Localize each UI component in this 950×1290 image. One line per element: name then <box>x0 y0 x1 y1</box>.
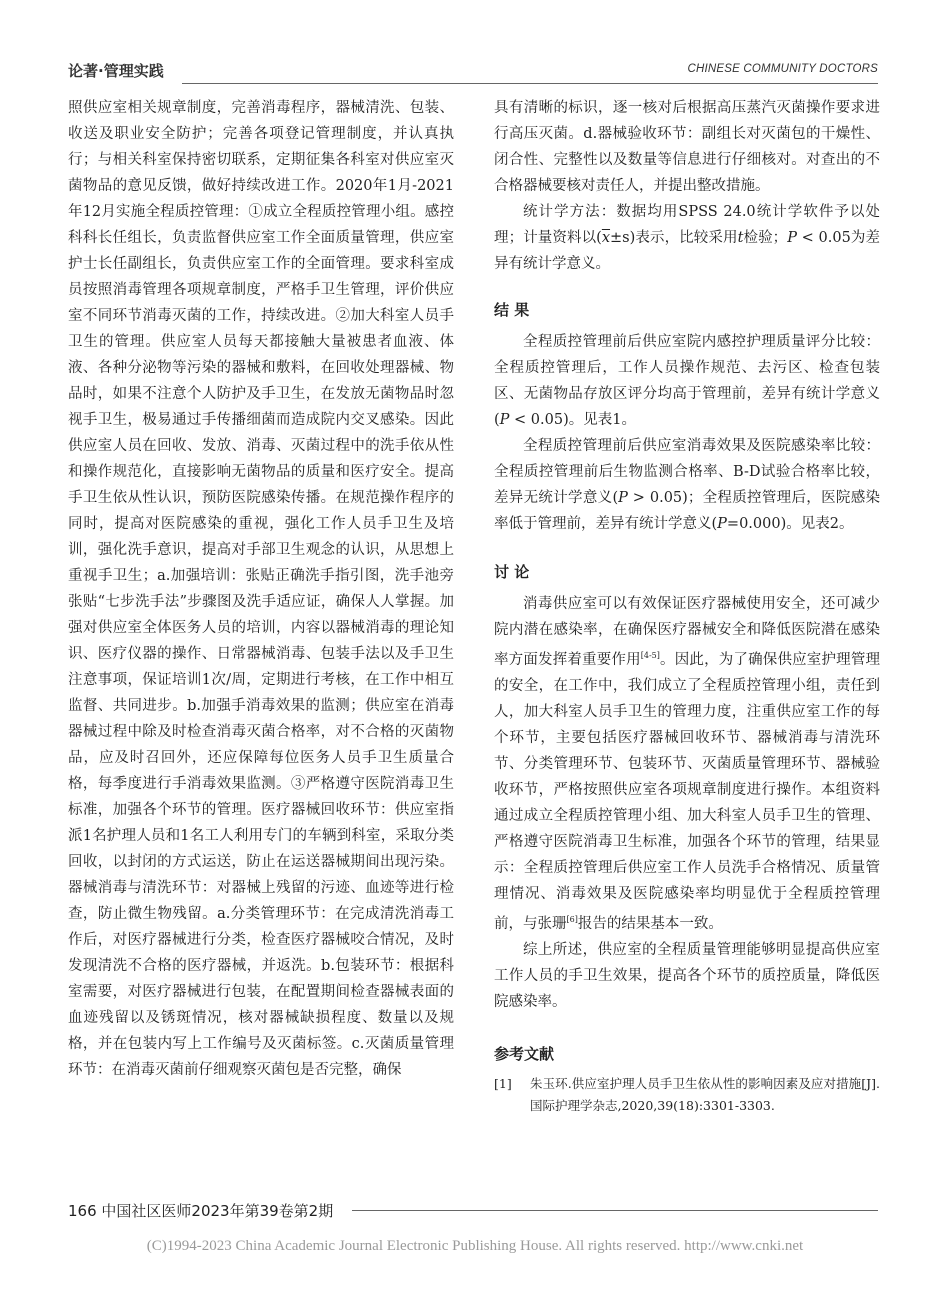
x-bar: $\overline{x}$ <box>601 230 611 246</box>
citation: [6] <box>566 914 578 924</box>
header-rule <box>182 83 878 84</box>
left-column <box>68 95 454 1187</box>
methods-continuation: 具有清晰的标识，逐一核对后根据高压蒸汽灭菌操作要求进行高压灭菌。d.器械验收环节：副组长对灭菌包的干燥性、闭合性、完整性以及数量等信息进行仔细核对。对查出的不合格器械要核对责任人，并提出整改措施。 <box>494 100 880 194</box>
stats-paragraph: 统计学方法：数据均用SPSS 24.0统计学软件予以处理；计量资料以$(\overline{x}\pm s)$表示，比较采用t检验；P < 0.05为差异有统计学意义。 <box>494 204 880 272</box>
discussion-heading: 讨 论 <box>494 563 530 581</box>
references-heading: 参考文献 <box>494 1044 555 1063</box>
results-paragraph-2: 全程质控管理前后供应室消毒效果及医院感染率比较：全程质控管理前后生物监测合格率、B-D试验合格率比较，差异无统计学意义(P > 0.05)；全程质控管理后，医院感染率低于管理前，差异有统计学意义(P=0.000)。见表2。 <box>494 438 881 532</box>
results-heading: 结 果 <box>494 301 530 319</box>
citation: [4-5] <box>640 651 660 660</box>
reference-number: [1] <box>494 1075 512 1091</box>
page-footer: 166 中国社区医师2023年第39卷第2期 <box>68 1202 334 1220</box>
copyright-notice: (C)1994-2023 China Academic Journal Electronic Publishing House. All rights reserved. http://www.cnki.net <box>146 1238 804 1254</box>
right-column <box>494 95 880 1117</box>
discussion-paragraph-1: 消毒供应室可以有效保证医疗器械使用安全，还可减少院内潜在感染率，在确保医疗器械安全和降低医院潜在感染率方面发挥着重要作用[4-5]。因此，为了确保供应室护理管理的安全，在工作中，我们成立了全程质控管理小组，责任到人，加大科室人员手卫生的管理力度，注重供应室工作的每个环节，主要包括医疗器械回收环节、器械消毒与清洗环节、分类管理环节、包装环节、灭菌质量管理环节、器械验收环节，严格按照供应室各项规章制度进行操作。本组资料通过成立全程质控管理小组、加大科室人员手卫生的管理、严格遵守医院消毒卫生标准，加强各个环节的管理，结果显示：全程质控管理后供应室工作人员洗手合格情况、质量管理情况、消毒效果及医院感染率均明显优于全程质控管理前，与张珊[6]报告的结果基本一致。 <box>494 596 880 932</box>
discussion-paragraph-2: 综上所述，供应室的全程质量管理能够明显提高供应室工作人员的手卫生效果，提高各个环节的质控质量，降低医院感染率。 <box>494 941 880 1010</box>
footer-rule <box>352 1210 878 1211</box>
left-body-text: 照供应室相关规章制度，完善消毒程序，器械清洗、包装、收送及职业安全防护；完善各项登记管理制度，并认真执行；与相关科室保持密切联系，定期征集各科室对供应室灭菌物品的意见反馈，做好持续改进工作。2020年1月-2021年12月实施全程质控管理：①成立全程质控管理小组。感控科科长任组长，负责监督供应室工作全面质量管理，供应室护士长任副组长，负责供应室工作的全面管理。要求科室成员按照消毒管理各项规章制度，严格手卫生管理，评价供应室不同环节消毒灭菌的工作，持续改进。②加大科室人员手卫生的管理。供应室人员每天都接触大量被患者血液、体液、各种分泌物等污染的器械和敷料，在回收处理器械、物品时，如果不注意个人防护及手卫生，在发放无菌物品时忽视手卫生，极易通过手传播细菌而造成院内交叉感染。因此供应室人员在回收、发放、消毒、灭菌过程中的洗手依从性和操作规范化，直接影响无菌物品的质量和医疗安全。提高手卫生依从性认识，预防医院感染传播。在规范操作程序的同时，提高对医院感染的重视，强化工作人员手卫生及培训，强化洗手意识，提高对手部卫生观念的认识，从思想上重视手卫生；a.加强培训：张贴正确洗手指引图，洗手池旁张贴“七步洗手法”步骤图及洗手适应证，确保人人掌握。加强对供应室全体医务人员的培训，内容以器械消毒的理论知识、医疗仪器的操作、日常器械消毒、包装手法以及手卫生注意事项，保证培训1次/周，定期进行考核，在工作中相互监督、共同进步。b.加强手消毒效果的监测；供应室在消毒器械过程中除及时检查消毒灭菌合格率，对不合格的灭菌物品，应及时召回外，还应保障每位医务人员手卫生质量合格，每季度进行手消毒效果监测。③严格遵守医院消毒卫生标准，加强各个环节的管理。医疗器械回收环节：供应室指派1名护理人员和1名工人利用专门的车辆到科室，采取分类回收，以封闭的方式运送，防止在运送器械期间出现污染。器械消毒与清洗环节：对器械上残留的污迹、血迹等进行检查，防止微生物残留。a.分类管理环节：在完成清洗消毒工作后，对医疗器械进行分类，检查医疗器械咬合情况，及时发现清洗不合格的医疗器械，并返洗。b.包装环节：根据科室需要，对医疗器械进行包装，在配置期间检查器械表面的血迹残留以及锈斑情况，核对器械缺损程度、数量以及规格，并在包装内写上工作编号及灭菌标签。c.灭菌质量管理环节：在消毒灭菌前仔细观察灭菌包是否完整，确保 <box>68 100 454 1078</box>
reference-item <box>494 1073 880 1117</box>
section-label: 论著·管理实践 <box>68 62 164 80</box>
results-paragraph-1: 全程质控管理前后供应室院内感控护理质量评分比较：全程质控管理后，工作人员操作规范、去污区、检查包装区、无菌物品存放区评分均高于管理前，差异有统计学意义(P < 0.05)。见表1。 <box>494 334 880 428</box>
reference-text: 朱玉环.供应室护理人员手卫生依从性的影响因素及应对措施[J].国际护理学杂志,2020,39(18):3301-3303. <box>530 1075 880 1113</box>
journal-name: CHINESE COMMUNITY DOCTORS <box>687 63 878 75</box>
